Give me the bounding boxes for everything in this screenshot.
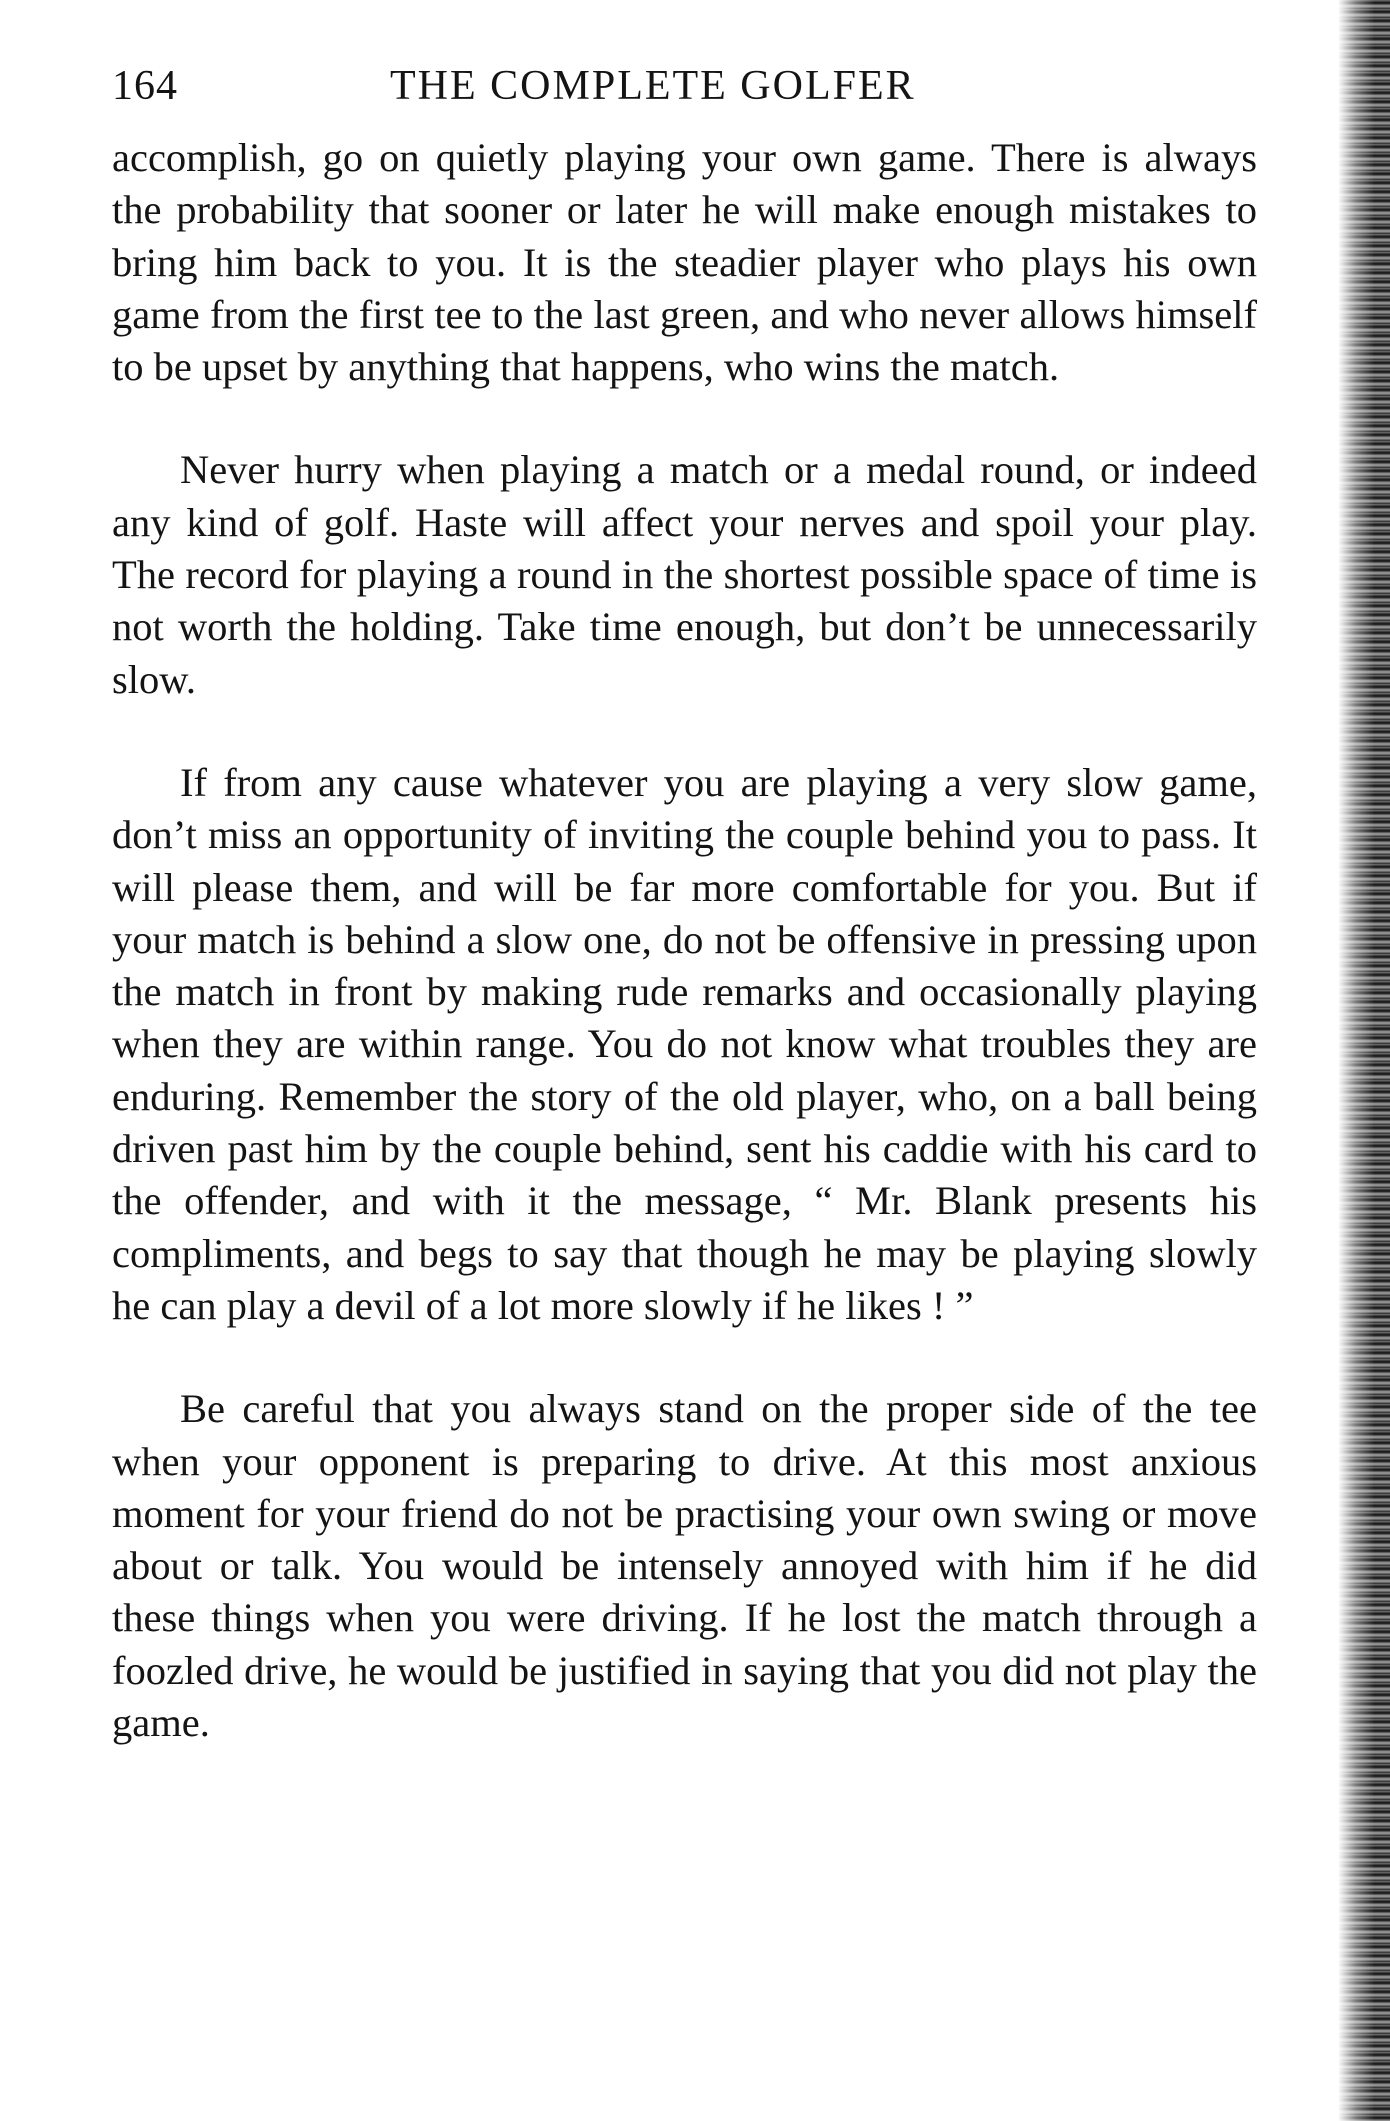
paragraph-4: Be careful that you always stand on the proper side of the tee when your opponent is preparing to drive. At this most anxious moment for your friend do not be practising your own swing or move about or talk. You would be intensely annoyed with him if he did these things when you were driving. If he lost the match through a foozled drive, he would be justified in saying that you did not play the game. (112, 1386, 1257, 1746)
paragraph-1: accomplish, go on quietly playing your own game. There is always the probability that sooner or later he will make enough mistakes to bring him back to you. It is the steadier player who plays his own game from the first tee to the last green, and who never allows himself to be upset by anything that happens, who wins the match. (112, 135, 1257, 390)
scan-edge-shadow (1338, 0, 1390, 2121)
body-text (112, 132, 1257, 1749)
paragraph-3: If from any cause whatever you are playing a very slow game, don’t miss an opportunity of inviting the couple behind you to pass. It will please them, and will be far more comfortable for you. But if your match is behind a slow one, do not be offensive in pressing upon the match in front by making rude remarks and occasionally playing when they are within range. You do not know what troubles they are enduring. Remember the story of the old player, who, on a ball being driven past him by the couple behind, sent his caddie with his card to the offender, and with it the message, “ Mr. Blank presents his compliments, and begs to say that though he may be playing slowly he can play a devil of a lot more slowly if he likes ! ” (112, 759, 1257, 1328)
book-title: THE COMPLETE GOLFER (390, 63, 916, 109)
paragraph-2: Never hurry when playing a match or a medal round, or indeed any kind of golf. Haste will affect your nerves and spoil your play. The record for playing a round in the shortest possible space of time is not worth the holding. Take time enough, but don’t be unnecessarily slow. (112, 447, 1257, 702)
page-number: 164 (112, 63, 178, 109)
running-head (112, 62, 1272, 122)
